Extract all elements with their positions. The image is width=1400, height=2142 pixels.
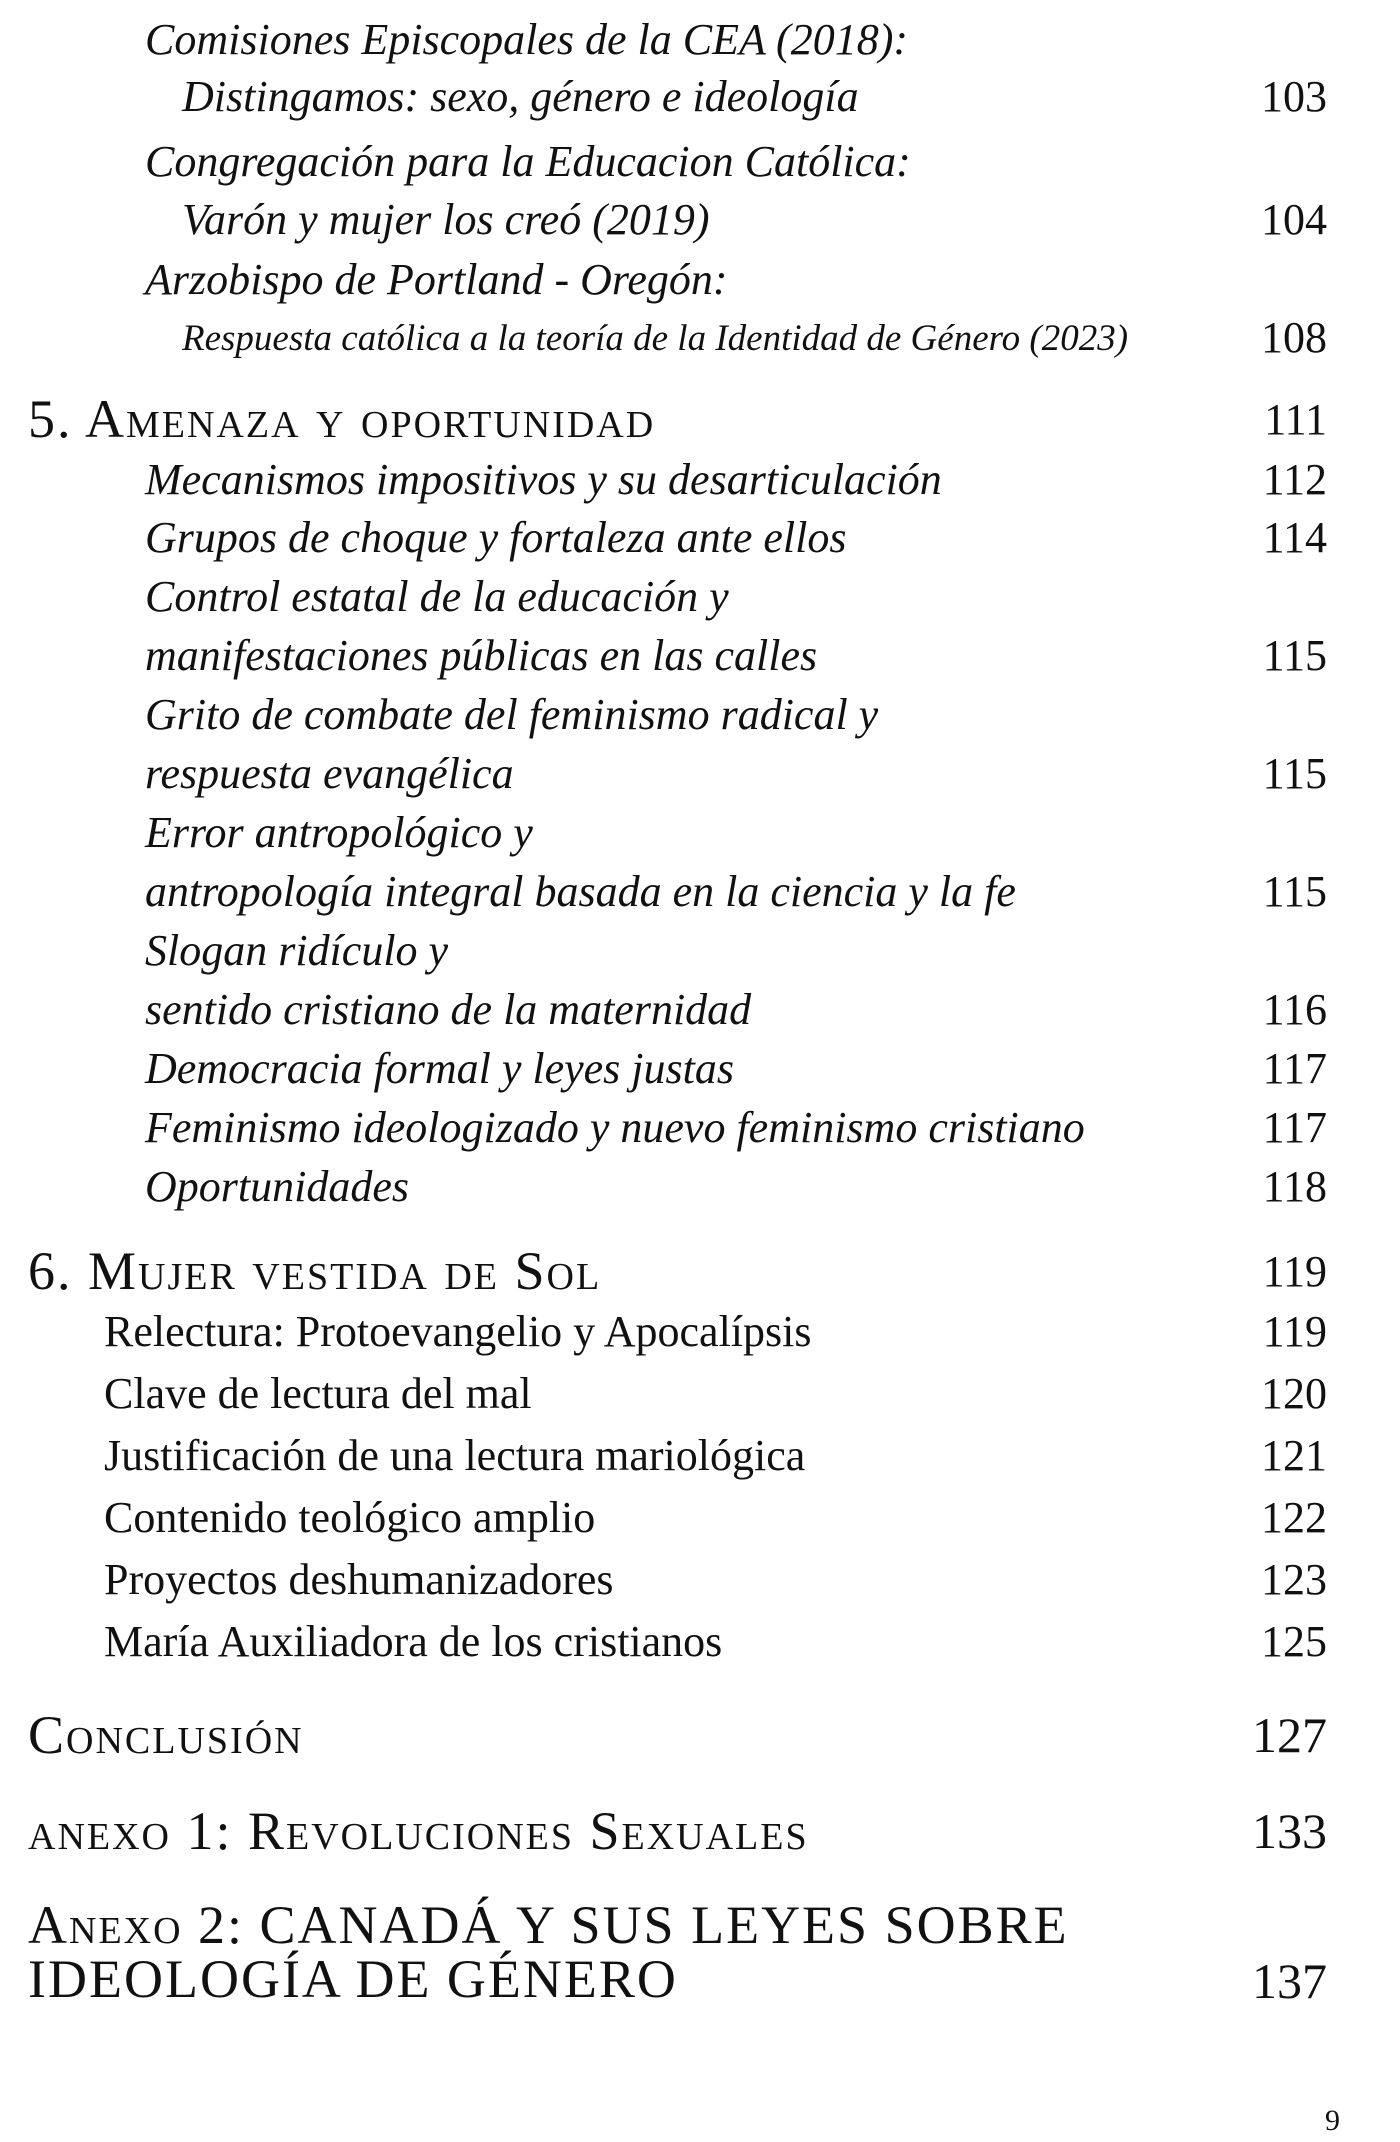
toc-entry-cea-page: 103 xyxy=(1261,72,1327,121)
toc-entry-grupos-page: 114 xyxy=(1262,513,1327,562)
conclusion-page: 127 xyxy=(1252,1707,1327,1763)
toc-entry-proyectos: Proyectos deshumanizadores xyxy=(104,1555,614,1604)
toc-entry-contenido: Contenido teológico amplio xyxy=(104,1493,596,1542)
chapter-6-title: 6. Mujer vestida de Sol xyxy=(28,1241,602,1301)
toc-entry-portland-line2: Respuesta católica a la teoría de la Identidad de Género (2023) xyxy=(182,318,1129,359)
toc-entry-control-page: 115 xyxy=(1262,631,1327,680)
toc-entry-relectura: Relectura: Protoevangelio y Apocalípsis xyxy=(104,1307,812,1356)
toc-entry-slogan-line1: Slogan ridículo y xyxy=(145,926,449,975)
toc-entry-congregacion-page: 104 xyxy=(1261,195,1327,244)
toc-entry-slogan-line2: sentido cristiano de la maternidad xyxy=(145,985,752,1034)
toc-entry-portland-page: 108 xyxy=(1261,313,1327,362)
toc-entry-congregacion-line2: Varón y mujer los creó (2019) xyxy=(182,195,710,244)
toc-entry-slogan-page: 116 xyxy=(1262,985,1327,1034)
toc-entry-oportunidades-page: 118 xyxy=(1262,1162,1327,1211)
annex-1-title: anexo 1: Revoluciones Sexuales xyxy=(28,1801,809,1861)
toc-entry-cea-line2: Distingamos: sexo, género e ideología xyxy=(182,72,859,121)
toc-entry-error-page: 115 xyxy=(1262,867,1327,916)
page-number: 9 xyxy=(1325,2104,1340,2137)
toc-entry-mecanismos-page: 112 xyxy=(1262,455,1327,504)
toc-entry-maria-page: 125 xyxy=(1261,1617,1327,1666)
toc-entry-grito-line1: Grito de combate del feminismo radical y xyxy=(145,690,879,739)
toc-entry-democracia: Democracia formal y leyes justas xyxy=(145,1044,734,1093)
toc-entry-portland-line1: Arzobispo de Portland - Oregón: xyxy=(145,255,728,304)
toc-entry-proyectos-page: 123 xyxy=(1261,1555,1327,1604)
annex-2-title-line1: Anexo 2: CANADÁ Y SUS LEYES SOBRE xyxy=(28,1895,1069,1955)
chapter-6-page: 119 xyxy=(1262,1247,1327,1296)
toc-entry-contenido-page: 122 xyxy=(1261,1493,1327,1542)
toc-entry-control-line1: Control estatal de la educación y xyxy=(145,572,729,621)
toc-entry-feminismo: Feminismo ideologizado y nuevo feminismo cristiano xyxy=(145,1103,1085,1152)
chapter-5-title: 5. Amenaza y oportunidad xyxy=(28,389,656,449)
toc-entry-grito-page: 115 xyxy=(1262,749,1327,798)
annex-2-title-line2: IDEOLOGÍA DE GÉNERO xyxy=(28,1949,678,2009)
toc-entry-feminismo-page: 117 xyxy=(1262,1103,1327,1152)
toc-entry-grupos: Grupos de choque y fortaleza ante ellos xyxy=(145,513,847,562)
toc-entry-relectura-page: 119 xyxy=(1262,1307,1327,1356)
toc-entry-control-line2: manifestaciones públicas en las calles xyxy=(145,631,818,680)
conclusion-title: Conclusión xyxy=(28,1705,304,1765)
toc-entry-clave-page: 120 xyxy=(1261,1369,1327,1418)
toc-entry-cea-line1: Comisiones Episcopales de la CEA (2018): xyxy=(145,15,908,64)
toc-entry-congregacion-line1: Congregación para la Educacion Católica: xyxy=(145,137,911,186)
toc-entry-democracia-page: 117 xyxy=(1262,1044,1327,1093)
toc-entry-justificacion: Justificación de una lectura mariológica xyxy=(104,1431,806,1480)
toc-entry-oportunidades: Oportunidades xyxy=(145,1162,409,1211)
toc-entry-error-line2: antropología integral basada en la ciencia y la fe xyxy=(145,867,1016,916)
toc-entry-clave: Clave de lectura del mal xyxy=(104,1369,532,1418)
toc-entry-maria: María Auxiliadora de los cristianos xyxy=(104,1617,723,1666)
toc-entry-mecanismos: Mecanismos impositivos y su desarticulación xyxy=(145,455,942,504)
annex-1-page: 133 xyxy=(1252,1803,1327,1859)
toc-entry-justificacion-page: 121 xyxy=(1261,1431,1327,1480)
toc-entry-grito-line2: respuesta evangélica xyxy=(145,749,514,798)
toc-entry-error-line1: Error antropológico y xyxy=(145,808,533,857)
annex-2-page: 137 xyxy=(1252,1953,1327,2009)
chapter-5-page: 111 xyxy=(1264,395,1327,444)
